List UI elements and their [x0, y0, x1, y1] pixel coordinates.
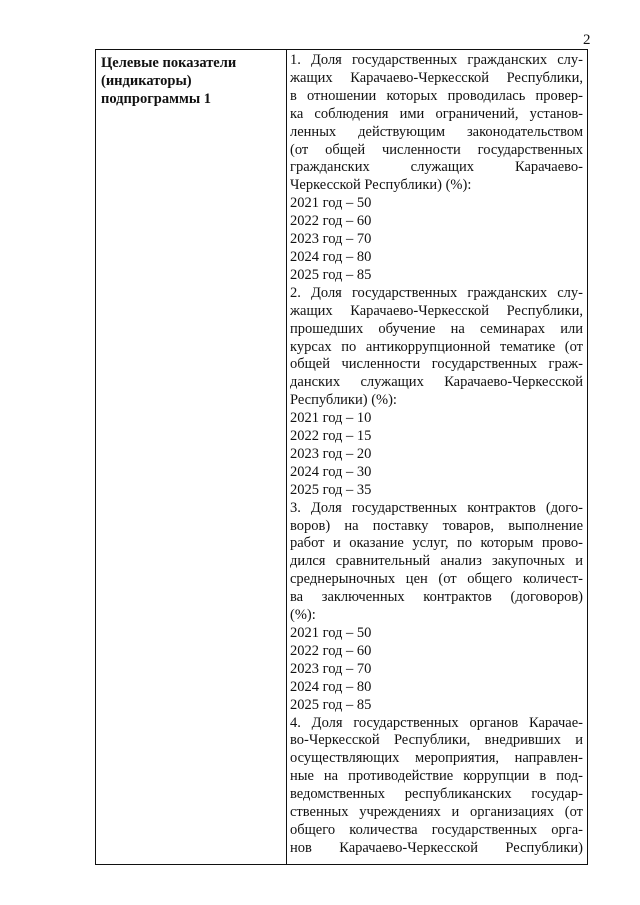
heading-line: (индикаторы): [101, 73, 192, 89]
content-line: ственных учреждениях и организациях (от: [290, 804, 583, 821]
content-line: 2. Доля государственных гражданских слу-: [290, 284, 583, 301]
content-line: 2024 год – 80: [290, 248, 372, 265]
content-line: ва заключенных контрактов (договоров): [290, 589, 583, 606]
content-line: 2021 год – 50: [290, 195, 372, 212]
content-line: ленных действующим законодательством: [290, 123, 583, 140]
content-line: 2022 год – 60: [290, 642, 372, 659]
content-line: 2023 год – 70: [290, 660, 372, 677]
content-line: 2025 год – 35: [290, 481, 372, 498]
content-line: 2021 год – 10: [290, 410, 372, 427]
content-line: 2022 год – 15: [290, 428, 372, 445]
content-line: (%):: [290, 607, 316, 624]
content-line: Республики) (%):: [290, 392, 397, 409]
content-line: 4. Доля государственных органов Карачае-: [290, 714, 583, 731]
content-line: общего количества государственных орга-: [290, 821, 583, 838]
content-line: во-Черкесской Республики, внедривших и: [290, 732, 583, 749]
indicators-content: [290, 52, 583, 858]
content-line: нов Карачаево-Черкесской Республики): [290, 839, 583, 856]
heading-line: подпрограммы 1: [101, 91, 212, 107]
content-line: 2021 год – 50: [290, 625, 372, 641]
content-line: прошедших обучение на семинарах или: [290, 320, 583, 337]
indicators-heading: [101, 54, 282, 108]
content-line: 2025 год – 85: [290, 266, 372, 283]
content-line: ка соблюдения ими ограничений, установ-: [290, 105, 583, 122]
content-line: курсах по антикоррупционной тематике (от: [290, 338, 583, 355]
page-number: 2: [583, 32, 591, 48]
content-line: данских служащих Карачаево-Черкесской: [290, 374, 583, 391]
content-line: ведомственных республиканских государ-: [290, 786, 583, 803]
content-line: в отношении которых проводилась провер-: [290, 87, 583, 104]
indicators-table: [95, 49, 588, 865]
content-line: среднерыночных цен (от общего количест-: [290, 571, 583, 588]
content-line: гражданских служащих Карачаево-: [290, 159, 583, 176]
content-line: воров) на поставку товаров, выполнение: [290, 517, 583, 534]
content-line: жащих Карачаево-Черкесской Республики,: [290, 69, 583, 86]
heading-line: Целевые показатели: [101, 55, 237, 71]
indicators-heading-cell: [96, 50, 287, 864]
content-line: 1. Доля государственных гражданских слу-: [290, 52, 583, 68]
content-line: работ и оказание услуг, по которым прово-: [290, 535, 583, 552]
content-line: 2023 год – 70: [290, 231, 372, 248]
content-line: Черкесской Республики) (%):: [290, 177, 472, 194]
content-line: 2024 год – 30: [290, 463, 372, 480]
content-line: 2025 год – 85: [290, 696, 372, 713]
content-line: дился сравнительный анализ закупочных и: [290, 553, 583, 570]
content-line: ные на противодействие коррупции в под-: [290, 768, 583, 785]
indicators-content-cell: [287, 50, 587, 864]
content-line: осуществляющих мероприятия, направлен-: [290, 750, 583, 767]
content-line: 2024 год – 80: [290, 678, 372, 695]
content-line: общей численности государственных граж-: [290, 356, 583, 373]
content-line: (от общей численности государственных: [290, 141, 583, 158]
content-line: жащих Карачаево-Черкесской Республики,: [290, 302, 583, 319]
content-line: 2022 год – 60: [290, 213, 372, 230]
content-line: 2023 год – 20: [290, 445, 372, 462]
content-line: 3. Доля государственных контрактов (дого-: [290, 499, 583, 516]
